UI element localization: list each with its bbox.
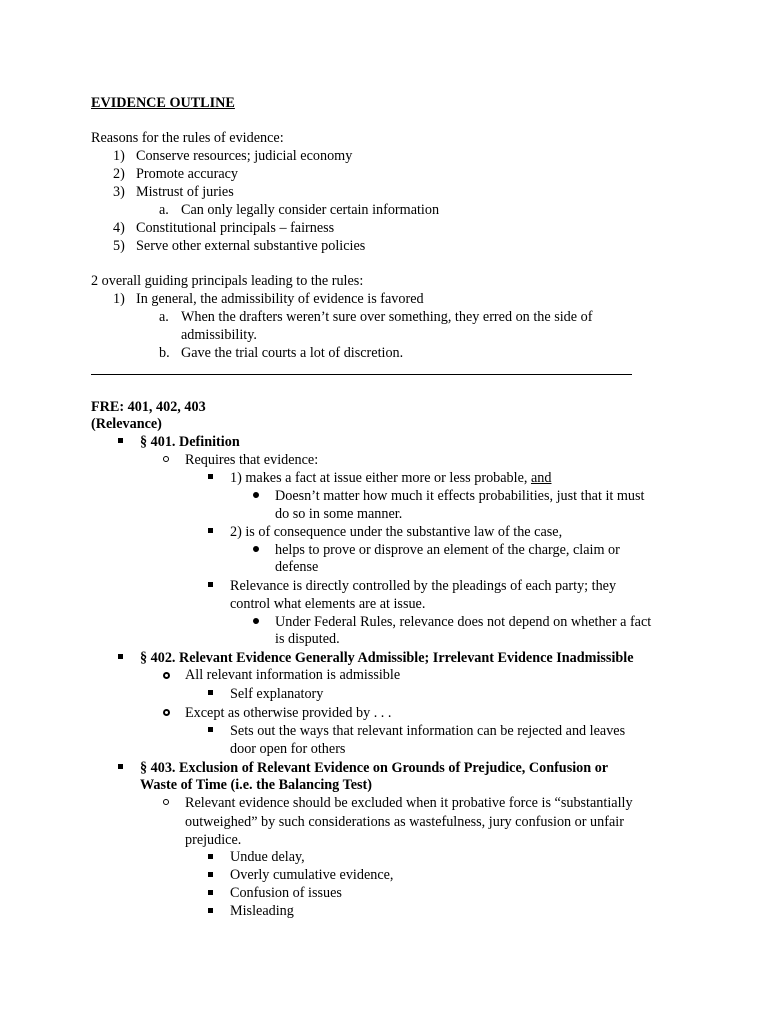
principles-sub-a-line1: When the drafters weren’t sure over something, they erred on the side of <box>181 309 593 325</box>
dot-bullet-icon <box>253 618 259 624</box>
square-bullet-icon <box>208 474 213 479</box>
square-bullet-icon <box>208 528 213 533</box>
principles-intro: 2 overall guiding principals leading to the rules: <box>91 273 364 289</box>
reasons-num-2: 2) <box>113 166 125 182</box>
document-title: EVIDENCE OUTLINE <box>91 95 235 111</box>
principles-sub-num-a: a. <box>159 309 169 325</box>
s402-point-1-sub: Self explanatory <box>230 686 324 702</box>
reasons-item-3: Mistrust of juries <box>136 184 234 200</box>
fre-subheading: (Relevance) <box>91 416 162 432</box>
principles-sub-a-line2: admissibility. <box>181 327 257 343</box>
circle-bullet-icon <box>163 672 170 679</box>
reasons-num-1: 1) <box>113 148 125 164</box>
s403-point-1-line2: outweighed” by such considerations as wastefulness, jury confusion or unfair <box>185 814 624 830</box>
square-bullet-icon <box>208 890 213 895</box>
section-402-title: § 402. Relevant Evidence Generally Admissible; Irrelevant Evidence Inadmissible <box>140 650 634 666</box>
circle-bullet-icon <box>163 456 169 462</box>
s403-point-1-line3: prejudice. <box>185 832 242 848</box>
section-401-title: § 401. Definition <box>140 434 240 450</box>
s401-point-2-sub-line2: defense <box>275 559 319 575</box>
s401-point-1-sub-line1: Doesn’t matter how much it effects probabilities, just that it must <box>275 488 645 504</box>
s403-point-1-line1: Relevant evidence should be excluded when it probative force is “substantially <box>185 795 633 811</box>
s401-point-1 <box>230 469 551 487</box>
s403-item-3: Confusion of issues <box>230 885 342 901</box>
reasons-num-4: 4) <box>113 220 125 236</box>
horizontal-rule <box>91 374 632 375</box>
s401-point-3-sub-line1: Under Federal Rules, relevance does not depend on whether a fact <box>275 614 652 630</box>
section-403-title-line1: § 403. Exclusion of Relevant Evidence on Grounds of Prejudice, Confusion or <box>140 760 609 776</box>
square-bullet-icon <box>208 872 213 877</box>
s402-point-1: All relevant information is admissible <box>185 667 401 683</box>
reasons-item-2: Promote accuracy <box>136 166 239 182</box>
s401-requires: Requires that evidence: <box>185 452 319 468</box>
square-bullet-icon <box>208 582 213 587</box>
s402-point-2-sub-line2: door open for others <box>230 741 346 757</box>
s403-item-4: Misleading <box>230 903 294 919</box>
s402-point-2: Except as otherwise provided by . . . <box>185 705 392 721</box>
section-403-title-line2: Waste of Time (i.e. the Balancing Test) <box>140 777 372 793</box>
fre-heading: FRE: 401, 402, 403 <box>91 399 206 415</box>
square-bullet-icon <box>208 854 213 859</box>
circle-bullet-icon <box>163 709 170 716</box>
s401-point-3-line1: Relevance is directly controlled by the pleadings of each party; they <box>230 578 617 594</box>
dot-bullet-icon <box>253 492 259 498</box>
s401-point-1-and: and <box>530 470 552 486</box>
s401-point-3-sub-line2: is disputed. <box>275 631 340 647</box>
principles-sub-num-b: b. <box>159 345 170 361</box>
reasons-sub-item-a: Can only legally consider certain information <box>181 202 440 218</box>
s402-point-2-sub-line1: Sets out the ways that relevant information can be rejected and leaves <box>230 723 626 739</box>
reasons-item-4: Constitutional principals – fairness <box>136 220 335 236</box>
reasons-item-1: Conserve resources; judicial economy <box>136 148 353 164</box>
square-bullet-icon <box>208 908 213 913</box>
square-bullet-icon <box>208 727 213 732</box>
principles-sub-b: Gave the trial courts a lot of discretion. <box>181 345 404 361</box>
s401-point-2-sub-line1: helps to prove or disprove an element of the charge, claim or <box>275 542 620 558</box>
s401-point-1-sub-line2: do so in some manner. <box>275 506 403 522</box>
s401-point-3-line2: control what elements are at issue. <box>230 596 426 612</box>
s401-point-1-text: 1) makes a fact at issue either more or less probable, <box>230 470 531 486</box>
s403-item-1: Undue delay, <box>230 849 305 865</box>
principles-item-1: In general, the admissibility of evidence is favored <box>136 291 424 307</box>
square-bullet-icon <box>208 690 213 695</box>
circle-bullet-icon <box>163 799 169 805</box>
s403-item-2: Overly cumulative evidence, <box>230 867 394 883</box>
reasons-num-5: 5) <box>113 238 125 254</box>
square-bullet-icon <box>118 764 123 769</box>
reasons-item-5: Serve other external substantive policies <box>136 238 366 254</box>
reasons-intro: Reasons for the rules of evidence: <box>91 130 284 146</box>
principles-num-1: 1) <box>113 291 125 307</box>
square-bullet-icon <box>118 654 123 659</box>
reasons-num-3: 3) <box>113 184 125 200</box>
square-bullet-icon <box>118 438 123 443</box>
dot-bullet-icon <box>253 546 259 552</box>
reasons-sub-num-a: a. <box>159 202 169 218</box>
s401-point-2: 2) is of consequence under the substantive law of the case, <box>230 524 563 540</box>
